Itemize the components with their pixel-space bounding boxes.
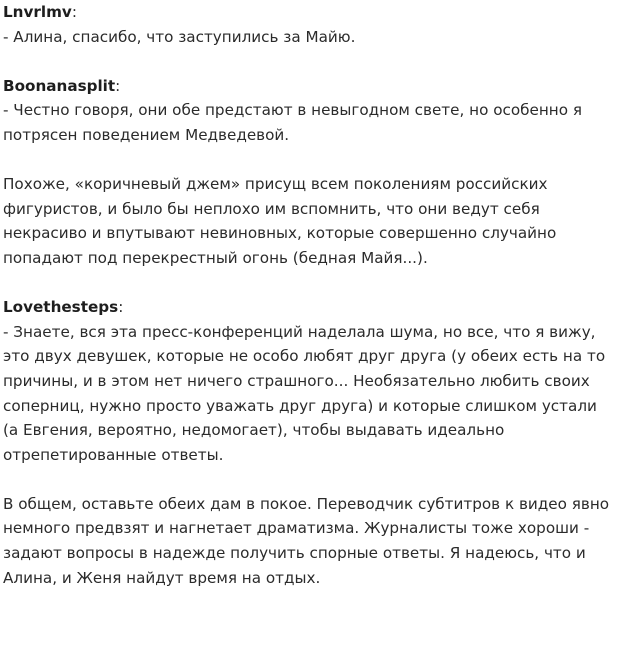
comments-article (3, 0, 615, 590)
comment-header: Boonanasplit: (3, 76, 121, 95)
comment-author: Lovethesteps (3, 298, 119, 317)
comment-paragraph: - Алина, спасибо, что заступились за Майю. (3, 27, 356, 46)
spacer (3, 148, 615, 173)
spacer (3, 49, 615, 74)
comment-boonanasplit (3, 74, 615, 271)
comment-header: Lnvrlmv: (3, 3, 77, 21)
comment-paragraph: - Честно говоря, они обе предстают в невыгодном свете, но особенно я потрясен поведением Медведевой. (3, 101, 582, 144)
comment-lovethesteps (3, 295, 615, 590)
comment-author: Lnvrlmv (3, 3, 72, 21)
comment-paragraph: - Знаете, вся эта пресс-конференций наделала шума, но все, что я вижу, это двух девушек, которые не особо любят друг друга (у обеих есть на то причины, и в этом нет ничего страшного... Необязательно любить своих соперниц, нужно просто уважать друг друга) и которые слишком устали (а Евгения, вероятно, недомогает), чтобы выдавать идеально отрепетированные ответы. (3, 322, 606, 464)
comment-author: Boonanasplit (3, 76, 116, 95)
spacer (3, 271, 615, 296)
spacer (3, 467, 615, 492)
comment-paragraph: Похоже, «коричневый джем» присущ всем поколениям российских фигуристов, и было бы неплохо им вспомнить, что они ведут себя некрасиво и впутывают невиновных, которые совершенно случайно попадают под перекрестный огонь (бедная Майя...). (3, 175, 557, 267)
comment-lnvrlmv (3, 0, 615, 49)
comment-header: Lovethesteps: (3, 298, 124, 317)
comment-paragraph: В общем, оставьте обеих дам в покое. Переводчик субтитров к видео явно немного предвзят и нагнетает драматизма. Журналисты тоже хороши - задают вопросы в надежде получить спорные ответы. Я надеюсь, что и Алина, и Женя найдут время на отдых. (3, 494, 610, 587)
